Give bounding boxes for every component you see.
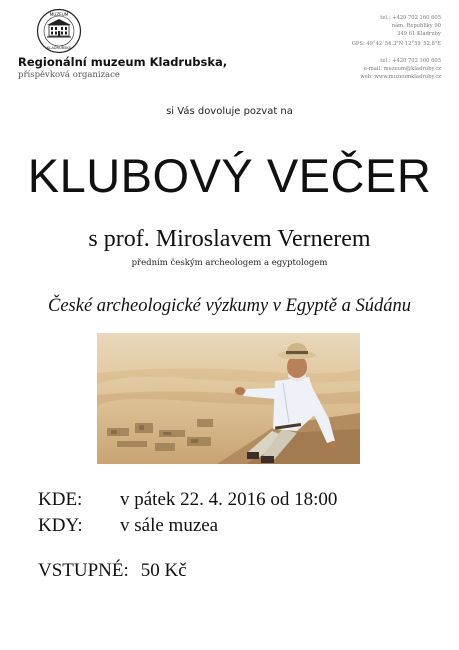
contact-gps: [352, 40, 441, 48]
speaker-photo: [97, 333, 360, 464]
details-when-row: [38, 515, 218, 537]
lecture-topic: České archeologické výzkumy v Egyptě a Súdánu: [48, 296, 411, 316]
contact-street: nám. Republiky 90: [391, 23, 441, 29]
contact-city: 349 61 Kladruby: [397, 31, 441, 37]
contact-online: [360, 57, 441, 81]
contact-phone-1: tel.: +420 702 160 605: [380, 15, 441, 21]
contact-phone-2: tel.: +420 702 160 605: [380, 58, 441, 64]
speaker-subtitle: předním českým archeologem a egyptologem: [131, 258, 328, 268]
organization-subtitle: příspěvková organizace: [18, 70, 120, 80]
details-where-row: [38, 489, 337, 511]
museum-logo: [36, 8, 82, 54]
details-admission-row: [38, 560, 187, 582]
logo-text-top: MUZEUM: [49, 12, 69, 17]
kdy-value: v sále muzea: [120, 515, 219, 536]
vstupne-label: VSTUPNÉ:: [38, 560, 129, 581]
kde-value: v pátek 22. 4. 2016 od 18:00: [120, 489, 338, 510]
organization-name: Regionální muzeum Kladrubska,: [18, 55, 228, 69]
event-title: KLUBOVÝ VEČER: [27, 149, 432, 202]
kde-label: KDE:: [38, 489, 83, 510]
kdy-label: KDY:: [38, 515, 83, 536]
speaker-name: s prof. Miroslavem Vernerem: [88, 226, 371, 252]
contact-web[interactable]: web: www.muzeumkladruby.cz: [360, 74, 441, 80]
gps-coordinates: GPS: 49°42´54.3"N 12°59´52.8"E: [351, 41, 441, 47]
contact-email[interactable]: e-mail: muzeum@kladruby.cz: [364, 66, 441, 72]
invite-text: si Vás dovoluje pozvat na: [166, 106, 293, 117]
vstupne-value: 50 Kč: [140, 560, 187, 581]
contact-address: [380, 14, 441, 38]
logo-text-bottom: KLADRUBSKA: [46, 46, 72, 50]
